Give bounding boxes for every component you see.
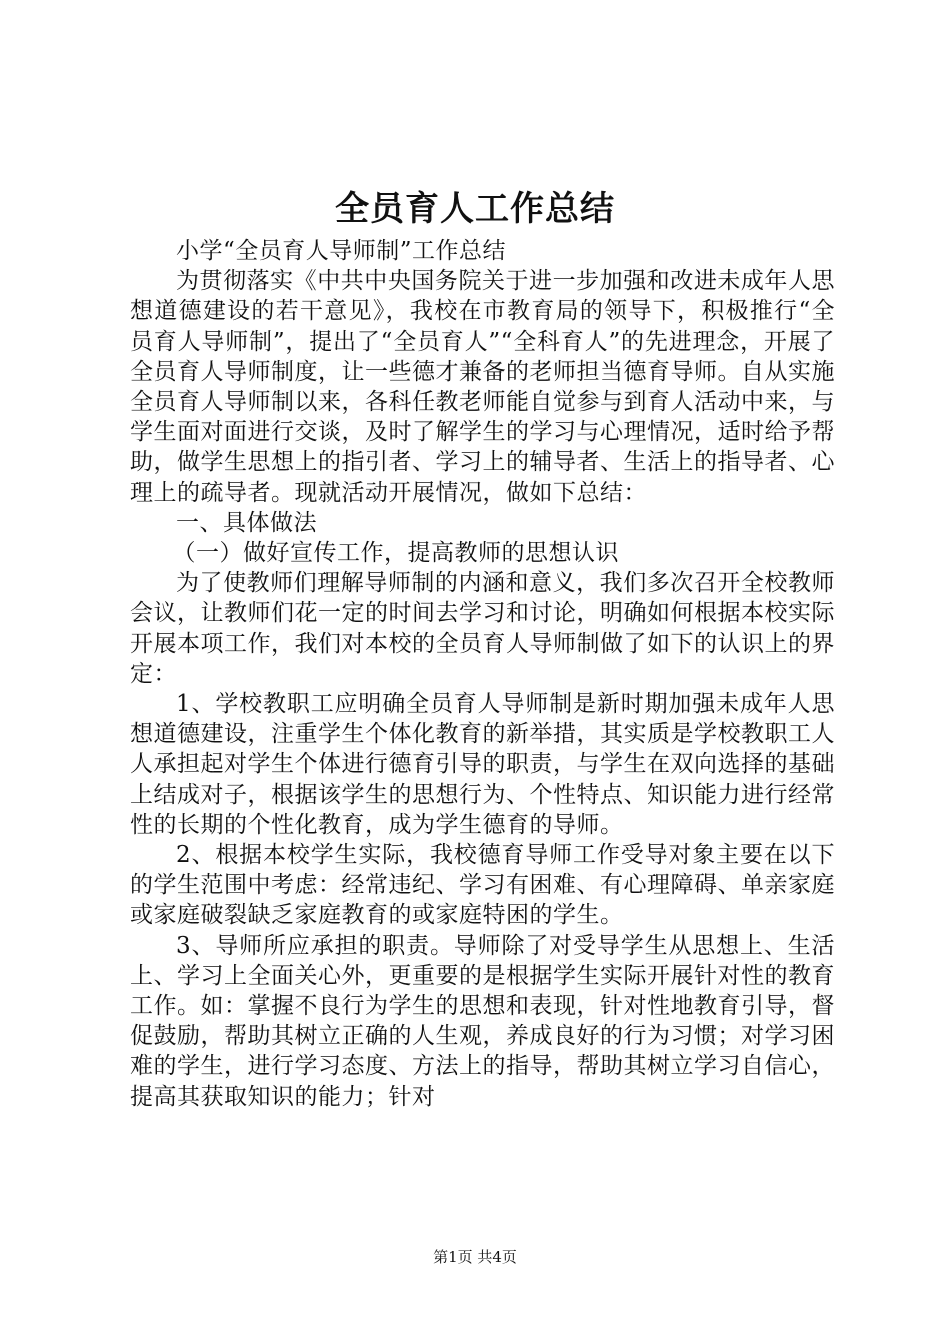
page-number-footer: 第1页 共4页 <box>433 1248 517 1266</box>
subsection-heading: （一）做好宣传工作，提高教师的思想认识 <box>172 540 620 567</box>
list-item-paragraph: 1、学校教职工应明确全员育人导师制是新时期加强未成年人思想道德建设，注重学生个体化教育的新举措，其实质是学校教职工人人承担起对学生个体进行德育引导的职责，与学生在双向选择的基础上结成对子，根据该学生的思想行为、个性特点、知识能力进行经常性的长期的个性化教育，成为学生德育的导师。 <box>130 691 835 838</box>
body-paragraph: 为了使教师们理解导师制的内涵和意义，我们多次召开全校教师会议，让教师们花一定的时间去学习和讨论，明确如何根据本校实际开展本项工作，我们对本校的全员育人导师制做了如下的认识上的界定： <box>130 570 835 687</box>
list-item-paragraph: 3、导师所应承担的职责。导师除了对受导学生从思想上、生活上、学习上全面关心外，更重要的是根据学生实际开展针对性的教育工作。如：掌握不良行为学生的思想和表现，针对性地教育引导，督促鼓励，帮助其树立正确的人生观，养成良好的行为习惯；对学习困难的学生，进行学习态度、方法上的指导，帮助其树立学习自信心，提高其获取知识的能力；针对 <box>130 932 835 1110</box>
intro-paragraph: 为贯彻落实《中共中央国务院关于进一步加强和改进未成年人思想道德建设的若干意见》，我校在市教育局的领导下，积极推行“全员育人导师制”，提出了“全员育人”“全科育人”的先进理念，开展了全员育人导师制度，让一些德才兼备的老师担当德育导师。自从实施全员育人导师制以来，各科任教老师能自觉参与到育人活动中来，与学生面对面进行交谈，及时了解学生的学习与心理情况，适时给予帮助，做学生思想上的指引者、学习上的辅导者、生活上的指导者、心理上的疏导者。现就活动开展情况，做如下总结： <box>130 268 835 506</box>
document-title: 全员育人工作总结 <box>335 189 615 229</box>
section-heading: 一、具体做法 <box>176 509 317 536</box>
subtitle-paragraph: 小学“全员育人导师制”工作总结 <box>176 238 507 264</box>
list-item-paragraph: 2、根据本校学生实际，我校德育导师工作受导对象主要在以下的学生范围中考虑：经常违纪、学习有困难、有心理障碍、单亲家庭或家庭破裂缺乏家庭教育的或家庭特困的学生。 <box>130 842 835 929</box>
document-body <box>130 236 835 1112</box>
